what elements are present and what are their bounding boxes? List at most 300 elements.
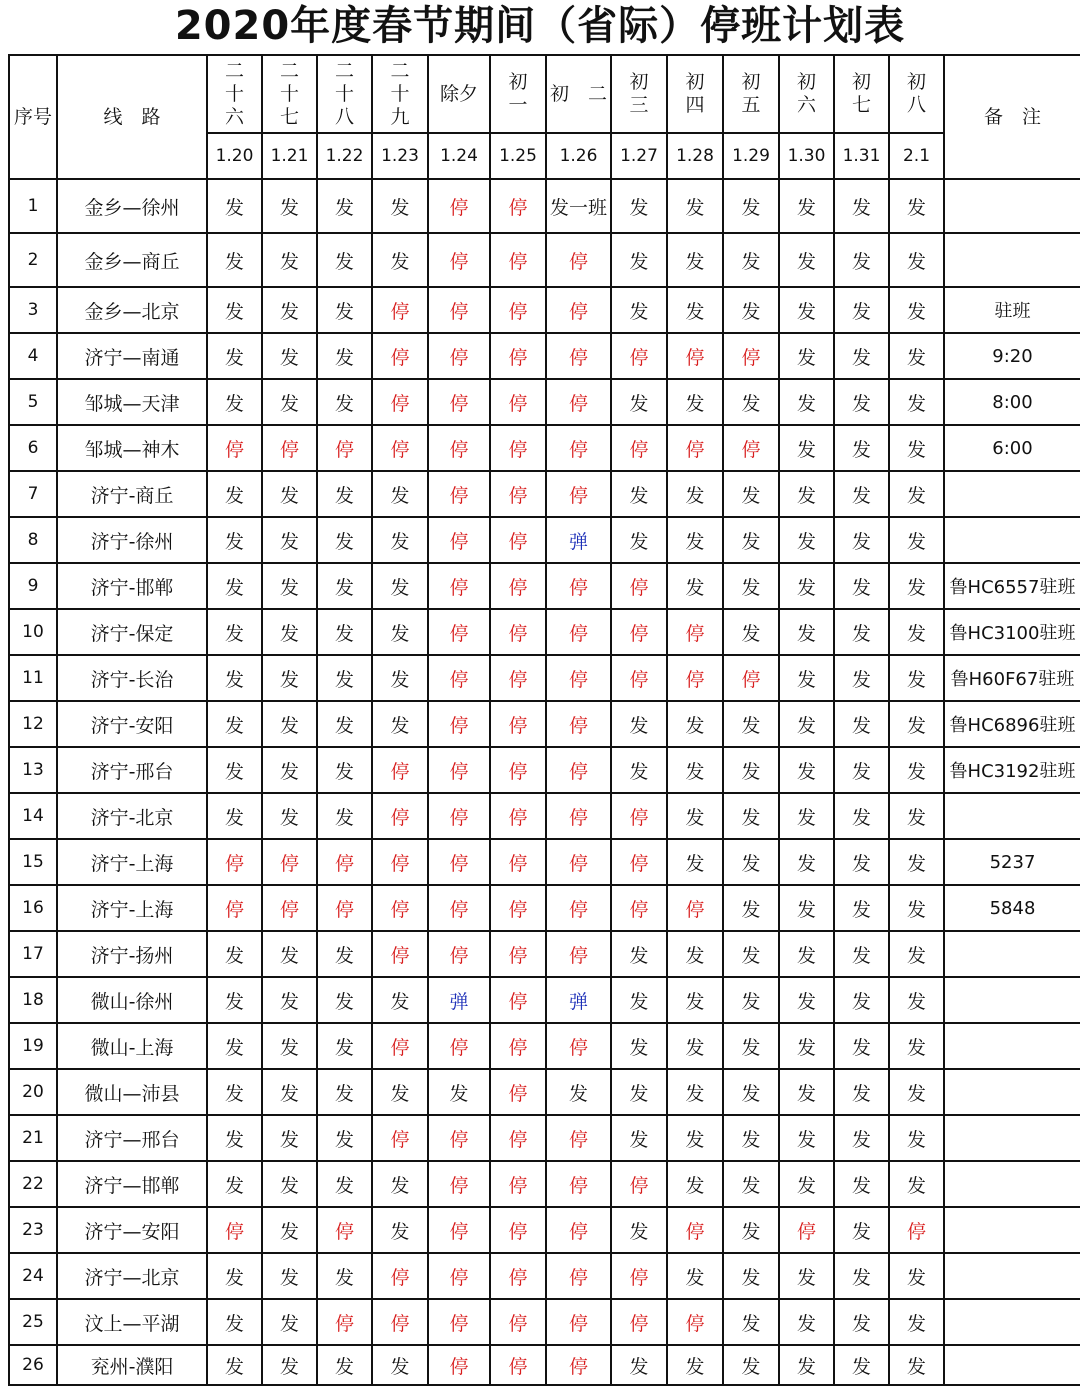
status-cell: 发: [372, 1345, 428, 1385]
row-note: [944, 471, 1080, 517]
status-cell: 停: [317, 1207, 372, 1253]
status-cell: 发: [317, 333, 372, 379]
status-cell: 发: [611, 1069, 667, 1115]
row-route: 济宁-安阳: [57, 701, 207, 747]
status-cell: 发: [889, 1345, 944, 1385]
status-cell: 发: [723, 1299, 779, 1345]
status-cell: 发: [834, 1253, 889, 1299]
status-cell: 停: [207, 1207, 262, 1253]
status-cell: 停: [428, 287, 490, 333]
status-cell: 发: [207, 563, 262, 609]
status-cell: 停: [611, 609, 667, 655]
status-cell: 发: [262, 1069, 317, 1115]
row-seq: 22: [9, 1161, 57, 1207]
status-cell: 停: [546, 333, 611, 379]
status-cell: 停: [546, 839, 611, 885]
status-cell: 发: [779, 233, 834, 287]
row-route: 济宁—邢台: [57, 1115, 207, 1161]
header-date: 1.23: [372, 133, 428, 179]
row-route: 金乡—北京: [57, 287, 207, 333]
status-cell: 发: [207, 701, 262, 747]
status-cell: 弹: [428, 977, 490, 1023]
row-seq: 18: [9, 977, 57, 1023]
status-cell: 停: [372, 1023, 428, 1069]
status-cell: 停: [490, 655, 546, 701]
status-cell: 停: [490, 931, 546, 977]
status-cell: 发: [667, 1253, 723, 1299]
status-cell: 发: [262, 233, 317, 287]
status-cell: 停: [490, 517, 546, 563]
status-cell: 发: [723, 977, 779, 1023]
status-cell: 停: [428, 793, 490, 839]
status-cell: 发: [834, 471, 889, 517]
row-seq: 12: [9, 701, 57, 747]
status-cell: 发: [779, 1115, 834, 1161]
status-cell: 发: [779, 839, 834, 885]
header-day: 初 八: [889, 55, 944, 133]
status-cell: 发: [834, 425, 889, 471]
status-cell: 停: [428, 839, 490, 885]
status-cell: 停: [889, 1207, 944, 1253]
header-day: 初 五: [723, 55, 779, 133]
header-date: 1.28: [667, 133, 723, 179]
row-note: [944, 1253, 1080, 1299]
header-day: 除夕: [428, 55, 490, 133]
row-route: 微山-上海: [57, 1023, 207, 1069]
status-cell: 发: [207, 655, 262, 701]
status-cell: 发: [889, 1115, 944, 1161]
status-cell: 发: [889, 233, 944, 287]
status-cell: 发: [779, 977, 834, 1023]
status-cell: 发: [834, 333, 889, 379]
status-cell: 发: [779, 379, 834, 425]
table-row: [9, 885, 1080, 931]
status-cell: 停: [490, 747, 546, 793]
header-day: 初 七: [834, 55, 889, 133]
status-cell: 停: [428, 517, 490, 563]
row-note: [944, 1299, 1080, 1345]
status-cell: 停: [546, 1299, 611, 1345]
status-cell: 发: [889, 1161, 944, 1207]
status-cell: 发: [207, 1253, 262, 1299]
status-cell: 发: [667, 233, 723, 287]
status-cell: 发: [262, 747, 317, 793]
status-cell: 发: [667, 747, 723, 793]
status-cell: 发: [723, 563, 779, 609]
status-cell: 发: [262, 563, 317, 609]
status-cell: 发: [834, 1299, 889, 1345]
status-cell: 发: [723, 287, 779, 333]
status-cell: 停: [428, 609, 490, 655]
row-note: 鲁HC6896驻班: [944, 701, 1080, 747]
status-cell: 发: [667, 793, 723, 839]
status-cell: 停: [490, 609, 546, 655]
status-cell: 停: [546, 1345, 611, 1385]
row-note: [944, 1207, 1080, 1253]
header-day: 二 十 六: [207, 55, 262, 133]
row-route: 汶上—平湖: [57, 1299, 207, 1345]
schedule-table: [8, 54, 1080, 1386]
table-row: [9, 1253, 1080, 1299]
row-note: [944, 517, 1080, 563]
status-cell: 停: [490, 179, 546, 233]
status-cell: 发: [372, 977, 428, 1023]
header-day: 初 一: [490, 55, 546, 133]
status-cell: 发: [317, 517, 372, 563]
header-day: 初 六: [779, 55, 834, 133]
row-seq: 15: [9, 839, 57, 885]
status-cell: 发: [779, 747, 834, 793]
status-cell: 发: [611, 1207, 667, 1253]
status-cell: 发: [723, 1161, 779, 1207]
status-cell: 停: [490, 233, 546, 287]
row-seq: 20: [9, 1069, 57, 1115]
status-cell: 发: [611, 1023, 667, 1069]
row-seq: 9: [9, 563, 57, 609]
status-cell: 发: [667, 179, 723, 233]
status-cell: 发: [667, 1023, 723, 1069]
status-cell: 发: [611, 977, 667, 1023]
status-cell: 发: [667, 701, 723, 747]
status-cell: 停: [546, 1253, 611, 1299]
status-cell: 发: [723, 701, 779, 747]
status-cell: 发: [611, 233, 667, 287]
row-seq: 14: [9, 793, 57, 839]
status-cell: 发: [834, 1069, 889, 1115]
status-cell: 发: [317, 1023, 372, 1069]
status-cell: 发: [611, 1345, 667, 1385]
status-cell: 发: [317, 977, 372, 1023]
status-cell: 发: [834, 287, 889, 333]
status-cell: 发: [667, 287, 723, 333]
status-cell: 停: [490, 1299, 546, 1345]
status-cell: 发: [779, 1161, 834, 1207]
status-cell: 停: [372, 1253, 428, 1299]
table-row: [9, 977, 1080, 1023]
status-cell: 发: [667, 931, 723, 977]
row-route: 济宁-邯郸: [57, 563, 207, 609]
status-cell: 发: [372, 563, 428, 609]
status-cell: 发: [723, 517, 779, 563]
status-cell: 发: [723, 839, 779, 885]
status-cell: 发: [834, 701, 889, 747]
row-route: 微山-徐州: [57, 977, 207, 1023]
table-row: [9, 1299, 1080, 1345]
status-cell: 发: [317, 179, 372, 233]
row-seq: 26: [9, 1345, 57, 1385]
status-cell: 发: [834, 747, 889, 793]
row-route: 济宁—南通: [57, 333, 207, 379]
status-cell: 停: [611, 793, 667, 839]
status-cell: 发: [262, 287, 317, 333]
status-cell: 发: [372, 517, 428, 563]
table-row: [9, 425, 1080, 471]
table-row: [9, 179, 1080, 233]
status-cell: 停: [428, 1207, 490, 1253]
row-note: 鲁HC3192驻班: [944, 747, 1080, 793]
header-day: 二 十 七: [262, 55, 317, 133]
row-seq: 7: [9, 471, 57, 517]
table-row: [9, 655, 1080, 701]
header-date: 2.1: [889, 133, 944, 179]
status-cell: 停: [428, 1345, 490, 1385]
table-row: [9, 1115, 1080, 1161]
status-cell: 发: [372, 701, 428, 747]
table-row: [9, 609, 1080, 655]
status-cell: 发: [667, 1161, 723, 1207]
row-route: 济宁-上海: [57, 885, 207, 931]
row-note: [944, 1069, 1080, 1115]
status-cell: 停: [428, 333, 490, 379]
status-cell: 停: [317, 839, 372, 885]
status-cell: 发: [207, 1161, 262, 1207]
status-cell: 发: [262, 1345, 317, 1385]
status-cell: 发: [723, 471, 779, 517]
row-note: 鲁H60F67驻班: [944, 655, 1080, 701]
status-cell: 发: [723, 1115, 779, 1161]
status-cell: 发: [317, 1345, 372, 1385]
status-cell: 停: [428, 179, 490, 233]
row-seq: 13: [9, 747, 57, 793]
status-cell: 停: [611, 425, 667, 471]
status-cell: 发: [667, 379, 723, 425]
status-cell: 发: [834, 233, 889, 287]
status-cell: 发: [372, 179, 428, 233]
status-cell: 发: [779, 1253, 834, 1299]
status-cell: 停: [490, 1069, 546, 1115]
row-seq: 5: [9, 379, 57, 425]
header-seq: 序号: [9, 55, 57, 179]
status-cell: 停: [428, 655, 490, 701]
status-cell: 发: [262, 1161, 317, 1207]
status-cell: 停: [611, 885, 667, 931]
status-cell: 停: [546, 1115, 611, 1161]
status-cell: 停: [546, 1023, 611, 1069]
row-route: 济宁-保定: [57, 609, 207, 655]
status-cell: 发: [834, 839, 889, 885]
status-cell: 发: [262, 471, 317, 517]
table-body: [9, 179, 1080, 1385]
row-route: 微山—沛县: [57, 1069, 207, 1115]
status-cell: 停: [546, 471, 611, 517]
row-route: 济宁-商丘: [57, 471, 207, 517]
row-note: 8:00: [944, 379, 1080, 425]
status-cell: 发: [779, 1299, 834, 1345]
status-cell: 停: [490, 701, 546, 747]
status-cell: 发: [834, 1023, 889, 1069]
status-cell: 发: [262, 655, 317, 701]
status-cell: 发: [207, 179, 262, 233]
status-cell: 停: [490, 839, 546, 885]
status-cell: 发: [834, 563, 889, 609]
row-route: 济宁-徐州: [57, 517, 207, 563]
table-row: [9, 563, 1080, 609]
status-cell: 停: [428, 1115, 490, 1161]
status-cell: 停: [667, 885, 723, 931]
status-cell: 停: [611, 1299, 667, 1345]
status-cell: 停: [490, 425, 546, 471]
status-cell: 发: [667, 1115, 723, 1161]
status-cell: 发: [889, 1299, 944, 1345]
table-row: [9, 931, 1080, 977]
row-note: [944, 179, 1080, 233]
status-cell: 停: [546, 425, 611, 471]
table-row: [9, 1161, 1080, 1207]
row-route: 济宁-上海: [57, 839, 207, 885]
row-seq: 8: [9, 517, 57, 563]
table-row: [9, 1069, 1080, 1115]
status-cell: 停: [490, 287, 546, 333]
status-cell: 发: [889, 471, 944, 517]
status-cell: 发: [889, 517, 944, 563]
row-note: 5848: [944, 885, 1080, 931]
row-route: 济宁-长治: [57, 655, 207, 701]
row-note: [944, 1345, 1080, 1385]
status-cell: 发: [723, 885, 779, 931]
status-cell: 发: [779, 471, 834, 517]
status-cell: 停: [546, 1207, 611, 1253]
status-cell: 发: [667, 517, 723, 563]
status-cell: 停: [723, 333, 779, 379]
status-cell: 发: [723, 931, 779, 977]
status-cell: 发: [723, 1069, 779, 1115]
row-note: 鲁HC6557驻班: [944, 563, 1080, 609]
header-date: 1.29: [723, 133, 779, 179]
status-cell: 发: [834, 977, 889, 1023]
status-cell: 发: [317, 747, 372, 793]
status-cell: 发: [723, 179, 779, 233]
status-cell: 发: [889, 563, 944, 609]
status-cell: 发: [889, 885, 944, 931]
row-route: 济宁—邯郸: [57, 1161, 207, 1207]
row-note: [944, 233, 1080, 287]
status-cell: 发: [372, 1069, 428, 1115]
status-cell: 发: [207, 977, 262, 1023]
header-row-days: [9, 55, 1080, 133]
table-row: [9, 471, 1080, 517]
status-cell: 发: [723, 1345, 779, 1385]
status-cell: 发: [834, 1207, 889, 1253]
status-cell: 发: [667, 1345, 723, 1385]
status-cell: 发: [723, 1207, 779, 1253]
status-cell: 发: [317, 655, 372, 701]
status-cell: 停: [779, 1207, 834, 1253]
status-cell: 发: [317, 1161, 372, 1207]
row-route: 邹城—神木: [57, 425, 207, 471]
status-cell: 发: [611, 931, 667, 977]
table-row: [9, 747, 1080, 793]
table-row: [9, 517, 1080, 563]
row-seq: 16: [9, 885, 57, 931]
row-route: 金乡—徐州: [57, 179, 207, 233]
row-note: [944, 793, 1080, 839]
table-row: [9, 379, 1080, 425]
status-cell: 发: [611, 517, 667, 563]
status-cell: 停: [428, 425, 490, 471]
status-cell: 停: [490, 1253, 546, 1299]
status-cell: 发: [611, 471, 667, 517]
status-cell: 停: [428, 379, 490, 425]
table-row: [9, 287, 1080, 333]
status-cell: 停: [428, 931, 490, 977]
status-cell: 停: [723, 655, 779, 701]
status-cell: 发: [317, 1253, 372, 1299]
status-cell: 发: [262, 517, 317, 563]
status-cell: 停: [546, 931, 611, 977]
status-cell: 发: [723, 609, 779, 655]
status-cell: 发: [611, 747, 667, 793]
row-note: [944, 1161, 1080, 1207]
row-seq: 23: [9, 1207, 57, 1253]
status-cell: 停: [372, 287, 428, 333]
status-cell: 发: [889, 609, 944, 655]
status-cell: 发: [667, 977, 723, 1023]
status-cell: 发: [207, 1299, 262, 1345]
status-cell: 发: [207, 1069, 262, 1115]
status-cell: 发: [834, 1345, 889, 1385]
status-cell: 停: [372, 931, 428, 977]
status-cell: 停: [428, 233, 490, 287]
status-cell: 发: [723, 233, 779, 287]
status-cell: 发: [834, 793, 889, 839]
status-cell: 发: [834, 179, 889, 233]
row-route: 济宁—北京: [57, 1253, 207, 1299]
status-cell: 停: [490, 885, 546, 931]
status-cell: 停: [372, 793, 428, 839]
status-cell: 发: [262, 1207, 317, 1253]
row-route: 邹城—天津: [57, 379, 207, 425]
status-cell: 发: [889, 977, 944, 1023]
row-route: 济宁-北京: [57, 793, 207, 839]
status-cell: 发: [317, 563, 372, 609]
header-day: 初 二: [546, 55, 611, 133]
status-cell: 停: [317, 425, 372, 471]
status-cell: 发: [262, 179, 317, 233]
status-cell: 发: [207, 517, 262, 563]
row-seq: 19: [9, 1023, 57, 1069]
status-cell: 停: [428, 563, 490, 609]
status-cell: 发: [317, 609, 372, 655]
status-cell: 发: [207, 379, 262, 425]
header-day: 初 三: [611, 55, 667, 133]
header-date: 1.27: [611, 133, 667, 179]
status-cell: 停: [546, 287, 611, 333]
status-cell: 停: [207, 885, 262, 931]
status-cell: 发: [372, 233, 428, 287]
header-day: 初 四: [667, 55, 723, 133]
header-route: 线 路: [57, 55, 207, 179]
row-route: 兖州-濮阳: [57, 1345, 207, 1385]
status-cell: 停: [207, 839, 262, 885]
status-cell: 停: [667, 1207, 723, 1253]
row-note: 6:00: [944, 425, 1080, 471]
status-cell: 发一班: [546, 179, 611, 233]
status-cell: 停: [428, 1161, 490, 1207]
status-cell: 停: [546, 885, 611, 931]
status-cell: 发: [779, 1069, 834, 1115]
status-cell: 停: [372, 747, 428, 793]
status-cell: 发: [207, 471, 262, 517]
row-seq: 21: [9, 1115, 57, 1161]
row-note: [944, 931, 1080, 977]
status-cell: 停: [490, 333, 546, 379]
status-cell: 发: [207, 233, 262, 287]
status-cell: 发: [889, 287, 944, 333]
row-note: [944, 1023, 1080, 1069]
status-cell: 发: [262, 1023, 317, 1069]
status-cell: 发: [611, 287, 667, 333]
status-cell: 停: [317, 1299, 372, 1345]
